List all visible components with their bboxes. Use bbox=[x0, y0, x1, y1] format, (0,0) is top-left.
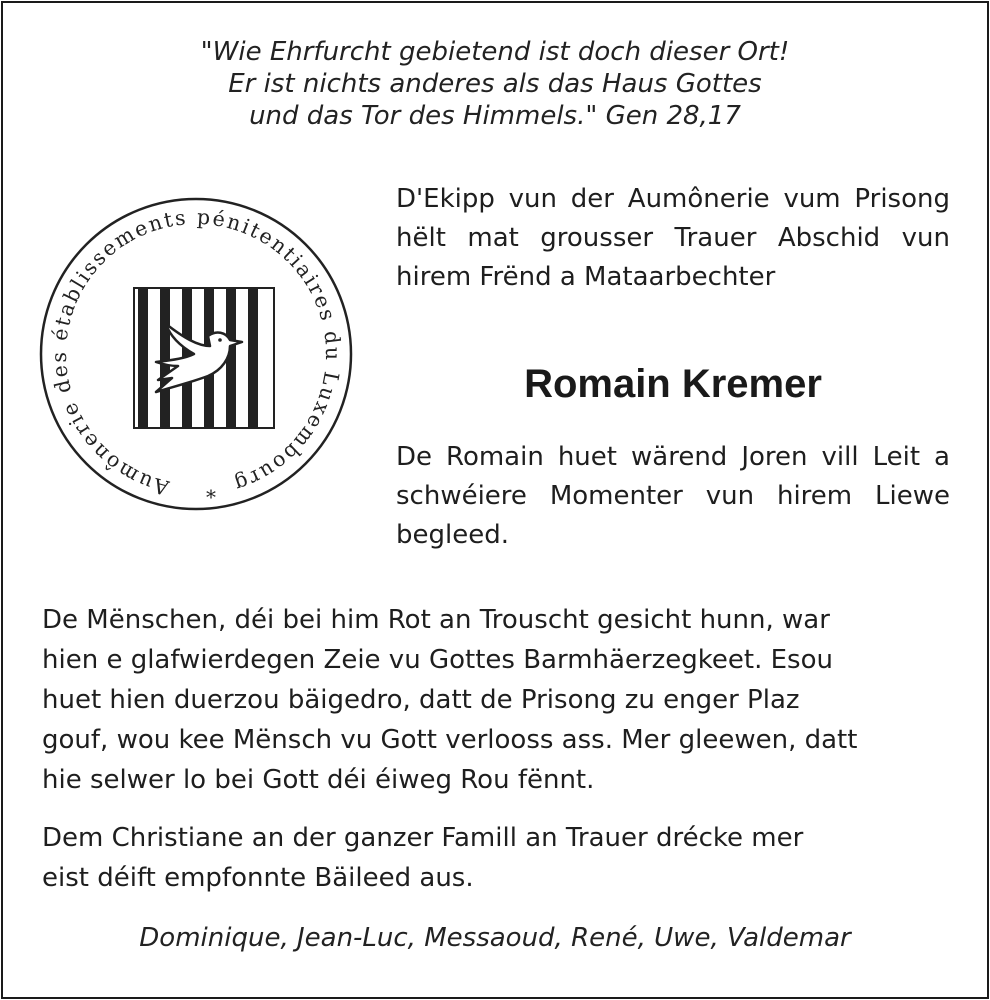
seal-separator: * bbox=[206, 485, 216, 509]
deceased-name: Romain Kremer bbox=[524, 362, 822, 406]
body-line: hie selwer lo bei Gott déi éiweg Rou fënnt. bbox=[42, 765, 595, 795]
bible-quote bbox=[0, 36, 990, 132]
body-line: hien e glafwierdegen Zeie vu Gottes Barmhäerzegkeet. Esou bbox=[42, 645, 833, 675]
body-line: huet hien duerzou bäigedro, datt de Prisong zu enger Plaz bbox=[42, 685, 800, 715]
support-text: De Romain huet wärend Joren vill Leit a schwéiere Momenter vun hirem Liewe begleed. bbox=[396, 442, 950, 550]
quote-line: und das Tor des Himmels." Gen 28,17 bbox=[249, 101, 741, 131]
body-line: Dem Christiane an der ganzer Famill an Trauer drécke mer bbox=[42, 823, 804, 853]
body-line: De Mënschen, déi bei him Rot an Trouscht gesicht hunn, war bbox=[42, 605, 830, 635]
body-line: eist déift empfonnte Bäileed aus. bbox=[42, 863, 474, 893]
body-paragraph-1 bbox=[42, 600, 952, 800]
intro-text: D'Ekipp vun der Aumônerie vum Prisong hëlt mat grousser Trauer Abschid vun hirem Frënd a Mataarbechter bbox=[396, 184, 950, 292]
body-paragraph-2 bbox=[42, 818, 952, 898]
quote-line: "Wie Ehrfurcht gebietend ist doch dieser Ort! bbox=[200, 37, 790, 67]
body-line: gouf, wou kee Mënsch vu Gott verlooss ass. Mer gleewen, datt bbox=[42, 725, 858, 755]
aumonerie-seal-logo bbox=[38, 196, 354, 512]
signature-names: Dominique, Jean-Luc, Messaoud, René, Uwe, Valdemar bbox=[139, 923, 851, 953]
seal-ring-text: Aumônerie des établissements pénitentiaires du Luxembourg bbox=[46, 204, 346, 501]
dove-behind-bars-icon bbox=[134, 288, 274, 428]
quote-line: Er ist nichts anderes als das Haus Gottes bbox=[228, 69, 762, 99]
